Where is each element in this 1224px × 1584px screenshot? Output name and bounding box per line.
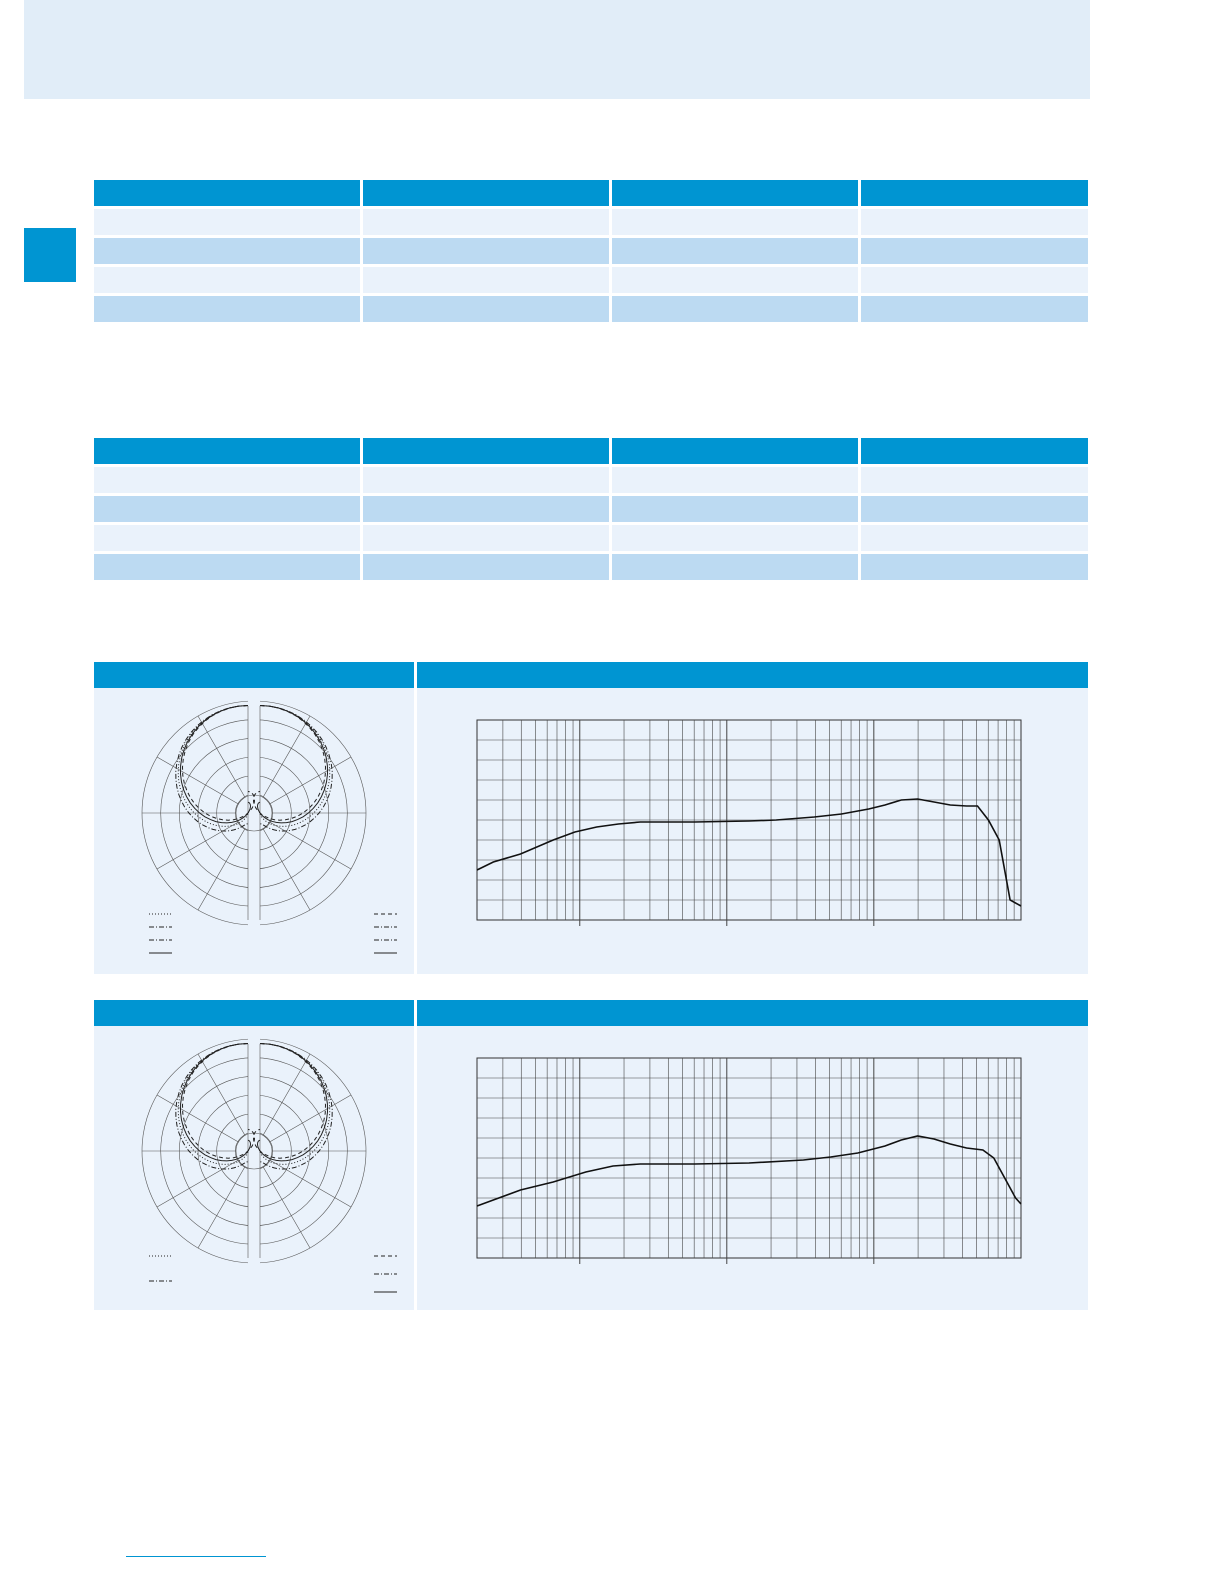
table-row xyxy=(94,467,1088,493)
table-cell xyxy=(363,267,609,293)
frequency-response-chart xyxy=(417,688,1088,974)
table-cell xyxy=(363,238,609,264)
table-cell xyxy=(861,554,1088,580)
frequency-header xyxy=(417,1000,1088,1026)
chart-grid xyxy=(477,720,1021,926)
table-cell xyxy=(94,525,360,551)
table-row xyxy=(94,496,1088,522)
table-header-row xyxy=(94,438,1088,464)
panel-body xyxy=(94,1026,1088,1310)
spec-table-2 xyxy=(94,438,1088,580)
section-tab-marker xyxy=(24,228,76,282)
header-band xyxy=(24,0,1090,99)
table-cell xyxy=(612,209,858,235)
table-cell xyxy=(612,496,858,522)
table-cell xyxy=(363,467,609,493)
table-header-cell xyxy=(612,438,858,464)
spec-table-1 xyxy=(94,180,1088,322)
polar-header xyxy=(94,662,414,688)
table-row xyxy=(94,209,1088,235)
table-cell xyxy=(612,554,858,580)
table-cell xyxy=(612,296,858,322)
polar-cell xyxy=(94,688,414,974)
footer-rule xyxy=(126,1556,266,1557)
table-cell xyxy=(94,209,360,235)
chart-grid xyxy=(477,1058,1021,1264)
table-header-cell xyxy=(861,180,1088,206)
table-cell xyxy=(861,209,1088,235)
table-cell xyxy=(94,496,360,522)
table-cell xyxy=(94,267,360,293)
frequency-cell xyxy=(417,1026,1088,1310)
table-cell xyxy=(363,209,609,235)
polar-pattern-chart xyxy=(94,1026,414,1310)
table-header-cell xyxy=(94,438,360,464)
table-row xyxy=(94,296,1088,322)
table-header-cell xyxy=(861,438,1088,464)
table-cell xyxy=(861,267,1088,293)
table-header-cell xyxy=(94,180,360,206)
polar-cell xyxy=(94,1026,414,1310)
table-cell xyxy=(612,238,858,264)
table-header-cell xyxy=(363,438,609,464)
table-cell xyxy=(363,296,609,322)
table-cell xyxy=(94,554,360,580)
table-cell xyxy=(612,267,858,293)
frequency-cell xyxy=(417,688,1088,974)
table-cell xyxy=(94,467,360,493)
table-header-cell xyxy=(612,180,858,206)
response-line xyxy=(477,799,1021,906)
polar-header xyxy=(94,1000,414,1026)
table-row xyxy=(94,554,1088,580)
frequency-response-chart xyxy=(417,1026,1088,1310)
table-cell xyxy=(612,467,858,493)
frequency-header xyxy=(417,662,1088,688)
chart-panel-1 xyxy=(94,662,1088,974)
table-cell xyxy=(363,554,609,580)
response-line xyxy=(477,1136,1021,1206)
table-row xyxy=(94,525,1088,551)
panel-header xyxy=(94,662,1088,688)
table-header-row xyxy=(94,180,1088,206)
table-cell xyxy=(861,296,1088,322)
table-row xyxy=(94,238,1088,264)
panel-body xyxy=(94,688,1088,974)
panel-header xyxy=(94,1000,1088,1026)
table-cell xyxy=(94,238,360,264)
table-header-cell xyxy=(363,180,609,206)
polar-pattern-chart xyxy=(94,688,414,974)
table-cell xyxy=(861,467,1088,493)
polar-legend xyxy=(149,914,397,953)
table-cell xyxy=(94,296,360,322)
table-cell xyxy=(363,525,609,551)
table-cell xyxy=(861,496,1088,522)
table-cell xyxy=(363,496,609,522)
table-row xyxy=(94,267,1088,293)
table-cell xyxy=(861,238,1088,264)
table-cell xyxy=(612,525,858,551)
table-cell xyxy=(861,525,1088,551)
chart-panel-2 xyxy=(94,1000,1088,1310)
